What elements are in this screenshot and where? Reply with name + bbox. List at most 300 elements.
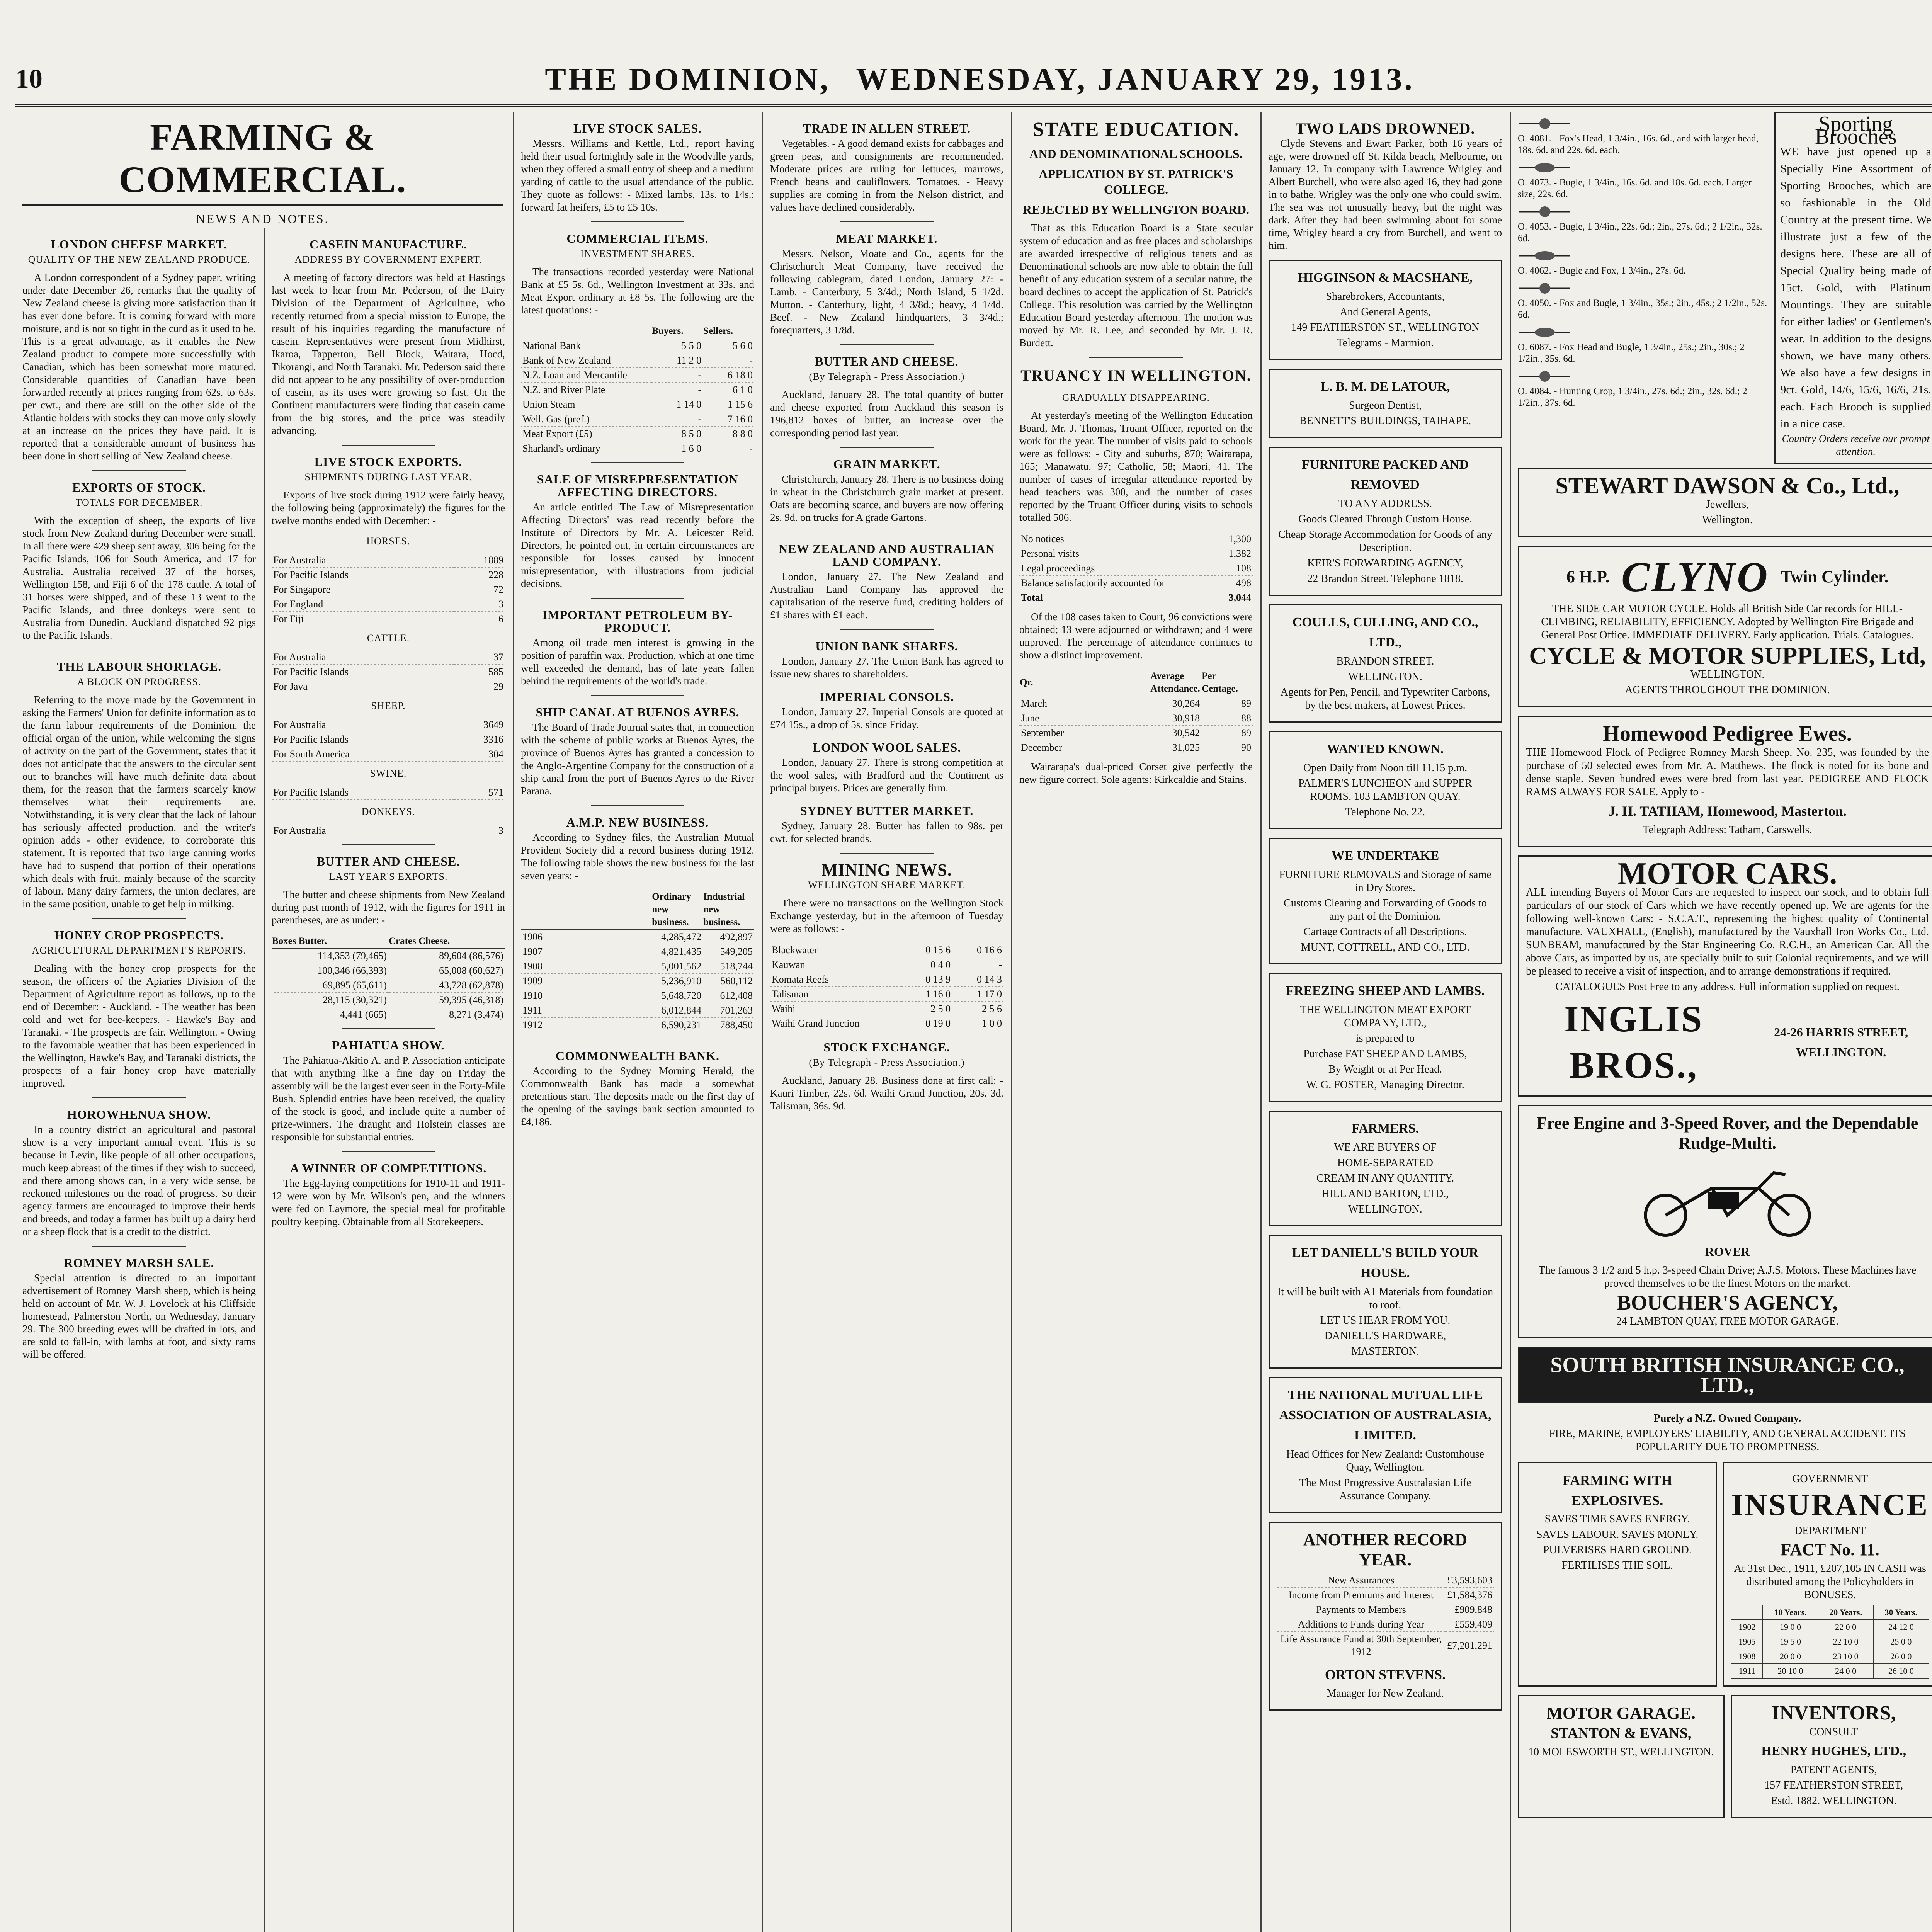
ad-line: The Most Progressive Australasian Life Assurance Company. xyxy=(1299,1477,1471,1502)
col-header: Buyers. xyxy=(651,324,703,338)
article-subhead: (By Telegraph - Press Association.) xyxy=(809,371,965,382)
table-cell: 72 xyxy=(454,582,505,597)
table-row xyxy=(1019,740,1253,755)
table-cell: 6,012,844 xyxy=(651,1003,703,1018)
divider xyxy=(342,1028,435,1029)
ad-line: 24 LAMBTON QUAY, FREE MOTOR GARAGE. xyxy=(1616,1315,1839,1327)
classified-ads xyxy=(1269,260,1502,1513)
bottom-ads-row xyxy=(1518,1695,1932,1827)
section-title: FARMING & COMMERCIAL. xyxy=(22,116,503,206)
divider xyxy=(342,1151,435,1152)
table-cell: 1 0 0 xyxy=(952,1016,1003,1031)
classified-ad xyxy=(1269,369,1502,438)
brooch-item xyxy=(1518,281,1768,321)
ad-line: Head Offices for New Zealand: Customhouse Quay, Wellington. xyxy=(1286,1448,1484,1473)
table-row xyxy=(521,441,754,456)
table-cell: 6 18 0 xyxy=(703,368,754,383)
ad-line: Manager for New Zealand. xyxy=(1327,1687,1444,1699)
table-cell: 1,300 xyxy=(1201,532,1253,546)
table-cell: For Australia xyxy=(272,650,454,665)
article-headline: HOROWHENUA SHOW. xyxy=(67,1107,211,1121)
article-body: Sydney, January 28. Butter has fallen to 98s. per cwt. for selected brands. xyxy=(770,820,1003,844)
ad-text: THE Homewood Flock of Pedigree Romney Marsh Sheep, No. 235, was founded by the purchase of 50 selected ewes from Mr. A. Matthews. The flock is noted for its bone and dense staple. Seven hundred ewes were bred from last year. PEDIGREE AND FLOCK RAMS ALWAYS FOR SALE. Apply to - xyxy=(1526,747,1929,798)
table-cell: Life Assurance Fund at 30th September, 1912 xyxy=(1277,1632,1446,1659)
article-body: London, January 27. The Union Bank has agreed to issue new shares to shareholders. xyxy=(770,655,1003,680)
explosives-ad xyxy=(1518,1462,1717,1687)
ad-line: MASTERTON. xyxy=(1351,1345,1419,1357)
donkeys-table xyxy=(272,823,505,838)
table-cell: Kauwan xyxy=(770,957,901,972)
table-cell: Waihi Grand Junction xyxy=(770,1016,901,1031)
table-cell: 11 2 0 xyxy=(651,353,703,368)
table-cell: For Australia xyxy=(272,718,454,732)
ad-title: MOTOR CARS. xyxy=(1617,857,1837,891)
issue-date: WEDNESDAY, JANUARY 29, 1913. xyxy=(856,61,1415,97)
table-row xyxy=(521,1018,754,1032)
divider xyxy=(840,344,934,345)
clyno-name: CLYNO xyxy=(1621,553,1769,600)
table-cell: 1906 xyxy=(521,929,651,944)
divider xyxy=(92,918,186,919)
insurance-row xyxy=(1518,1462,1932,1695)
table-cell: 8 8 0 xyxy=(703,427,754,441)
table-cell: 8,271 (3,474) xyxy=(388,1007,505,1022)
table-cell: 25 0 0 xyxy=(1873,1634,1929,1649)
ad-title: WE UNDERTAKE xyxy=(1331,849,1439,863)
classified-ad xyxy=(1269,447,1502,596)
ad-title: FURNITURE PACKED AND REMOVED xyxy=(1302,457,1469,492)
divider xyxy=(92,470,186,471)
table-cell: 4,285,472 xyxy=(651,929,703,944)
table-cell: 1907 xyxy=(521,944,651,959)
table-cell: 3 xyxy=(454,823,505,838)
article-body: That as this Education Board is a State secular system of education and as free places and scholarships are awarded irrespective of religious tenets and as Denominational schools are now able to obtain the full benefit of any education system of a secular nature, the board declines to accept the application of St. Patrick's College. This resolution was carried by the Wellington Education Board yesterday afternoon. The motion was moved by Mr. R. Lee, and seconded by Mr. J. R. Burdett. xyxy=(1019,222,1253,349)
ad-title: ANOTHER RECORD YEAR. xyxy=(1303,1530,1468,1569)
ad-line: It will be built with A1 Materials from foundation to roof. xyxy=(1277,1286,1493,1311)
article-headline: A WINNER OF COMPETITIONS. xyxy=(290,1161,487,1175)
article-headline: IMPORTANT PETROLEUM BY-PRODUCT. xyxy=(542,608,733,634)
ad-text: ALL intending Buyers of Motor Cars are requested to inspect our stock, and to obtain full particulars of our stock of Cars which we have recently opened up. We are agents for the following well-known Cars: - S.C.A.T., representing the highest quality of Continental manufacture. VAUXHALL, (English), manufactured by the Vauxhall Iron Works Co., Ltd. SUNBEAM, manufactured by the Star Engineering Co. R.C.H., an American Car. All the above Cars, as imported by us, are specially built to suit Colonial requirements, and we will be pleased to receive a visit of inspection, and to arrange demonstrations if required. xyxy=(1526,886,1929,977)
south-british-insurance-info xyxy=(1518,1412,1932,1454)
table-row xyxy=(521,397,754,412)
divider xyxy=(840,221,934,222)
col-header: Qr. xyxy=(1019,669,1150,696)
table-cell: 4,441 (665) xyxy=(272,1007,388,1022)
table-row xyxy=(272,553,505,568)
table-cell: 560,112 xyxy=(703,974,754,988)
article-headline: NEW ZEALAND AND AUSTRALIAN LAND COMPANY. xyxy=(779,542,995,568)
ad-title: MOTOR GARAGE. xyxy=(1546,1704,1696,1723)
divider xyxy=(1089,357,1183,358)
table-row xyxy=(1731,1649,1929,1664)
divider xyxy=(591,462,684,463)
table-cell: 6,590,231 xyxy=(651,1018,703,1032)
divider xyxy=(342,445,435,446)
ad-line: BENNETT'S BUILDINGS, TAIHAPE. xyxy=(1299,415,1471,427)
col-header: Industrial new business. xyxy=(703,890,754,929)
table-cell: 585 xyxy=(454,665,505,679)
article-headline: COMMONWEALTH BANK. xyxy=(556,1049,719,1063)
table-heading: SWINE. xyxy=(370,768,407,779)
table-row xyxy=(272,747,505,762)
ad-title: Free Engine and 3-Speed Rover, and the Dependable Rudge-Multi. xyxy=(1536,1114,1918,1153)
brooch-caption: O. 4081. - Fox's Head, 1 3/4in., 16s. 6d., and with larger head, 18s. 6d. and 22s. 6d. each. xyxy=(1518,133,1759,155)
divider xyxy=(591,805,684,806)
table-cell: 3649 xyxy=(454,718,505,732)
article-headline: UNION BANK SHARES. xyxy=(815,639,958,653)
rover-ad xyxy=(1518,1105,1932,1338)
ad-line: W. G. FOSTER, Managing Director. xyxy=(1306,1079,1464,1091)
article-body: Messrs. Williams and Kettle, Ltd., report having held their usual fortnightly sale in the Woodville yards, when they offered a small entry of sheep and a medium yarding of cattle to the usual attendance of the public. They quote as follows: - Mixed lambs, 13s. to 14s.; forward fat heifers, £5 to £5 10s. xyxy=(521,138,754,213)
table-heading: SHEEP. xyxy=(371,700,406,711)
brooch-icon xyxy=(1518,204,1768,219)
table-cell: 1908 xyxy=(1731,1649,1763,1664)
table-row xyxy=(521,427,754,441)
ad-line: MUNT, COTTRELL, AND CO., LTD. xyxy=(1301,941,1470,953)
masthead xyxy=(15,54,1932,107)
table-cell: 5,648,720 xyxy=(651,988,703,1003)
table-cell: Komata Reefs xyxy=(770,972,901,987)
table-row xyxy=(1277,1602,1494,1617)
article-body: Exports of live stock during 1912 were fairly heavy, the following being (approximately) the figures for the twelve months ended with December: - xyxy=(272,489,505,526)
article-subhead: AND DENOMINATIONAL SCHOOLS. xyxy=(1029,147,1243,161)
article-body: Christchurch, January 28. There is no business doing in wheat in the Christchurch grain market at present. Oats are becoming scarce, and buyers are now offering 2s. 9d. on trucks for A grade Gartons. xyxy=(770,473,1003,523)
amp-table xyxy=(521,890,754,1032)
butter-cheese-table xyxy=(272,934,505,1022)
inglis-name: INGLIS BROS., xyxy=(1564,998,1704,1086)
table-row xyxy=(521,944,754,959)
brooch-icon xyxy=(1518,160,1768,175)
article-headline: TRUANCY IN WELLINGTON. xyxy=(1020,367,1252,384)
column-4 xyxy=(763,112,1010,1932)
article-body: Vegetables. - A good demand exists for cabbages and green peas, and consignments are recommended. Moderate prices are ruling for lettuces, marrows, French beans and cauliflowers. Tomatoes. - Heavy supplies are coming in from the Nelson district, and values have declined considerably. xyxy=(770,138,1003,213)
ad-title: FARMERS. xyxy=(1351,1121,1419,1136)
ad-line: DANIELL'S HARDWARE, xyxy=(1324,1330,1446,1342)
ad-line: TO ANY ADDRESS. xyxy=(1338,498,1432,510)
table-cell: March xyxy=(1019,696,1150,711)
table-row xyxy=(1019,561,1253,576)
ad-line: Cheap Storage Accommodation for Goods of any Description. xyxy=(1278,529,1492,554)
table-cell: £559,409 xyxy=(1446,1617,1494,1632)
ad-line: WELLINGTON. xyxy=(1690,668,1765,680)
table-row xyxy=(272,732,505,747)
article-headline: TRADE IN ALLEN STREET. xyxy=(803,121,971,135)
ad-line: Telegraph Address: Tatham, Carswells. xyxy=(1643,824,1812,836)
article-subhead: TOTALS FOR DECEMBER. xyxy=(75,497,203,508)
ad-line: BRANDON STREET. xyxy=(1336,655,1434,667)
ad-line: PALMER'S LUNCHEON and SUPPER ROOMS, 103 LAMBTON QUAY. xyxy=(1298,777,1472,803)
table-row xyxy=(272,612,505,626)
table-cell: 22 10 0 xyxy=(1818,1634,1873,1649)
table-cell: Personal visits xyxy=(1019,546,1201,561)
brooch-item xyxy=(1518,116,1768,156)
classified-ad xyxy=(1269,1235,1502,1369)
table-cell: 8 5 0 xyxy=(651,427,703,441)
article-body: At yesterday's meeting of the Wellington Education Board, Mr. J. Thomas, Truant Officer, reported on the work for the year. The number of visits paid to schools were as follows: - City and suburbs, 870; Wairarapa, 165; Manawatu, 97; Catholic, 58; Maori, 41. The number of cases of irregular attendance reported by head teachers was 300, and the number of cases reported by the Truant Officer during visits to schools totalled 506. xyxy=(1019,410,1253,523)
table-cell: 6 1 0 xyxy=(703,383,754,397)
table-cell: 1 16 0 xyxy=(901,987,952,1002)
rover-label: ROVER xyxy=(1705,1245,1750,1259)
brooch-caption: O. 4073. - Bugle, 1 3/4in., 16s. 6d. and 18s. 6d. each. Larger size, 22s. 6d. xyxy=(1518,177,1752,199)
table-cell: 29 xyxy=(454,679,505,694)
ad-line: HOME-SEPARATED xyxy=(1337,1157,1433,1169)
table-cell: Balance satisfactorily accounted for xyxy=(1019,576,1201,590)
ad-line: WELLINGTON. xyxy=(1348,1203,1422,1215)
article-body: According to Sydney files, the Australian Mutual Provident Society did a record business during 1912. The following table shows the new business for the last seven years: - xyxy=(521,832,754,881)
table-row xyxy=(521,1003,754,1018)
table-cell: 3,044 xyxy=(1201,590,1253,605)
article-body: There were no transactions on the Wellington Stock Exchange yesterday, but in the afternoon of Tuesday were as follows: - xyxy=(770,897,1003,934)
table-cell: For Pacific Islands xyxy=(272,568,454,582)
table-cell: For Singapore xyxy=(272,582,454,597)
ad-line: CONSULT xyxy=(1809,1726,1859,1738)
table-cell: 228 xyxy=(454,568,505,582)
table-cell: New Assurances xyxy=(1277,1573,1446,1588)
article-body: London, January 27. The New Zealand and Australian Land Company has approved the capitalisation of the reserve fund, crediting holders of £1 shares with £1 each. xyxy=(770,571,1003,621)
classified-ad xyxy=(1269,973,1502,1102)
ad-line: CREAM IN ANY QUANTITY. xyxy=(1316,1172,1454,1184)
table-cell: 89 xyxy=(1201,726,1253,740)
table-cell: 65,008 (60,627) xyxy=(388,963,505,978)
article-headline: MEAT MARKET. xyxy=(836,231,938,245)
divider xyxy=(342,844,435,845)
table-cell: 24 0 0 xyxy=(1818,1664,1873,1679)
article-subhead: APPLICATION BY ST. PATRICK'S COLLEGE. xyxy=(1039,167,1233,196)
ad-signature: ORTON STEVENS. xyxy=(1325,1667,1446,1682)
page-number: 10 xyxy=(15,64,43,94)
ad-line: THE WELLINGTON MEAT EXPORT COMPANY, LTD., xyxy=(1299,1004,1471,1029)
classified-ad xyxy=(1269,604,1502,723)
ad-title: BOUCHER'S AGENCY, xyxy=(1617,1291,1838,1314)
table-cell: 1908 xyxy=(521,959,651,974)
ad-text: THE SIDE CAR MOTOR CYCLE. Holds all British Side Car records for HILL-CLIMBING, RELIABILITY, EFFICIENCY. Adopted by Wellington Fire Brigade and General Post Office. IMMEDIATE DELIVERY. Early application. Trials. Catalogues. xyxy=(1541,603,1914,641)
table-cell: 1 14 0 xyxy=(651,397,703,412)
table-cell: For South America xyxy=(272,747,454,762)
table-row xyxy=(770,1002,1003,1016)
ad-title: FACT No. 11. xyxy=(1781,1540,1879,1559)
table-cell: 1911 xyxy=(521,1003,651,1018)
table-cell: 26 0 0 xyxy=(1873,1649,1929,1664)
table-cell: 5,001,562 xyxy=(651,959,703,974)
article-body: Messrs. Nelson, Moate and Co., agents for the Christchurch Meat Company, have received the following cablegram, dated London, January 27: - Lamb. - Canterbury, 5 3/4d.; North Island, 5 1/2d. Mutton. - Canterbury, light, 4 3/8d.; heavy, 4 1/4d. Beef. - New Zealand hindquarters, 3 3/4d.; forequarters, 3 1/8d. xyxy=(770,248,1003,336)
col-header: 30 Years. xyxy=(1873,1605,1929,1620)
article-headline: HONEY CROP PROSPECTS. xyxy=(54,928,224,942)
table-cell: 2 5 0 xyxy=(901,1002,952,1016)
table-row xyxy=(770,972,1003,987)
table-heading: HORSES. xyxy=(366,536,410,547)
ad-title: HENRY HUGHES, LTD., xyxy=(1761,1744,1906,1758)
table-row xyxy=(1019,532,1253,546)
article-body: The butter and cheese shipments from New Zealand during past month of 1912, with the figures for 1911 in parentheses, are as under: - xyxy=(272,889,505,926)
ad-line: FERTILISES THE SOIL. xyxy=(1561,1560,1673,1571)
ad-text: CATALOGUES Post Free to any address. Full information supplied on request. xyxy=(1555,981,1900,993)
table-cell: 30,542 xyxy=(1150,726,1201,740)
table-cell: 0 4 0 xyxy=(901,957,952,972)
col-header: Crates Cheese. xyxy=(388,934,505,948)
article-body: Among oil trade men interest is growing in the position of paraffin wax. Production, which at one time well exceeded the demand, has of late years fallen behind the requirements of the world's trade. xyxy=(521,637,754,687)
table-cell: 1 15 6 xyxy=(703,397,754,412)
ad-line: Estd. 1882. WELLINGTON. xyxy=(1771,1795,1897,1807)
cattle-table xyxy=(272,650,505,694)
table-cell: £3,593,603 xyxy=(1446,1573,1494,1588)
table-cell: For Pacific Islands xyxy=(272,665,454,679)
motorcycle-icon xyxy=(1526,1153,1929,1238)
table-row xyxy=(272,679,505,694)
table-row xyxy=(272,978,505,993)
article-body: Auckland, January 28. The total quantity of butter and cheese exported from Auckland this season is 196,812 boxes of butter, an increase over the corresponding period last year. xyxy=(770,389,1003,439)
table-row xyxy=(521,383,754,397)
brooch-icon xyxy=(1518,325,1768,340)
col-header: 20 Years. xyxy=(1818,1605,1873,1620)
ad-line: HILL AND BARTON, LTD., xyxy=(1321,1188,1449,1200)
table-row xyxy=(521,988,754,1003)
table-row xyxy=(521,974,754,988)
ad-line: Telephone No. 22. xyxy=(1345,806,1425,818)
table-cell: Income from Premiums and Interest xyxy=(1277,1588,1446,1602)
table-cell: 4,821,435 xyxy=(651,944,703,959)
ad-text: WE have just opened up a Specially Fine Assortment of Sporting Brooches, which are so fashionable in the Old Country at the present time. We illustrate just a few of the designs here. These are all of Special Quality being made of 15ct. Gold, with Platinum Mountings. They are suitable for either ladies' or Gentlemen's wear. In addition to the designs shown, we have many others. We also have a few designs in 9ct. Gold, 14/6, 15/6, 16/6, 21s. each. Each Brooch is supplied in a nice case. xyxy=(1780,145,1931,430)
ad-line: Goods Cleared Through Custom House. xyxy=(1298,513,1472,525)
table-cell: 3316 xyxy=(454,732,505,747)
table-cell: 1,382 xyxy=(1201,546,1253,561)
brooch-caption: O. 4084. - Hunting Crop, 1 3/4in., 27s. 6d.; 2in., 32s. 6d.; 2 1/2in., 37s. 6d. xyxy=(1518,386,1747,408)
table-cell: 26 10 0 xyxy=(1873,1664,1929,1679)
ad-line: Agents for Pen, Pencil, and Typewriter Carbons, by the best makers, at Lowest Prices. xyxy=(1280,686,1490,711)
table-cell: For Pacific Islands xyxy=(272,785,454,800)
article-subhead: ADDRESS BY GOVERNMENT EXPERT. xyxy=(294,254,482,265)
brooch-icon xyxy=(1518,281,1768,296)
section-subtitle: NEWS AND NOTES. xyxy=(196,212,330,226)
table-cell: £7,201,291 xyxy=(1446,1632,1494,1659)
ad-title: FREEZING SHEEP AND LAMBS. xyxy=(1286,984,1485,998)
ad-text: FIRE, MARINE, EMPLOYERS' LIABILITY, AND GENERAL ACCIDENT. ITS POPULARITY DUE TO PROMPTNESS. xyxy=(1549,1428,1906,1453)
article-body: Wairarapa's dual-priced Corset give perfectly the new figure correct. Sole agents: Kirkcaldie and Stains. xyxy=(1019,761,1253,785)
table-cell: 28,115 (30,321) xyxy=(272,993,388,1007)
attendance-table xyxy=(1019,669,1253,755)
brooch-item xyxy=(1518,248,1768,277)
table-cell: 5 6 0 xyxy=(703,338,754,353)
ad-line: Jewellers, xyxy=(1706,498,1749,510)
table-cell: 59,395 (46,318) xyxy=(388,993,505,1007)
ad-title: INSURANCE xyxy=(1731,1488,1929,1522)
table-cell: 549,205 xyxy=(703,944,754,959)
table-heading: CATTLE. xyxy=(367,633,410,644)
table-cell: - xyxy=(651,383,703,397)
article-headline: ROMNEY MARSH SALE. xyxy=(64,1256,214,1270)
brooch-caption: O. 4050. - Fox and Bugle, 1 3/4in., 35s.; 2in., 45s.; 2 1/2in., 52s. 6d. xyxy=(1518,298,1767,320)
ad-title: CYCLE & MOTOR SUPPLIES, Ltd, xyxy=(1529,642,1926,669)
table-cell: 2 5 6 xyxy=(952,1002,1003,1016)
ad-line: Cartage Contracts of all Descriptions. xyxy=(1303,926,1467,938)
article-headline: SHIP CANAL AT BUENOS AYRES. xyxy=(536,705,740,719)
ad-title: SOUTH BRITISH INSURANCE CO., LTD., xyxy=(1550,1353,1905,1397)
article-subhead: A BLOCK ON PROGRESS. xyxy=(77,676,201,687)
article-headline: SALE OF MISREPRESENTATION AFFECTING DIRECTORS. xyxy=(537,472,738,499)
motor-cars-ad xyxy=(1518,855,1932,1097)
ad-line: 22 Brandon Street. Telephone 1818. xyxy=(1307,573,1463,585)
ad-line: SAVES TIME SAVES ENERGY. xyxy=(1544,1513,1690,1525)
government-insurance-ad xyxy=(1723,1462,1932,1687)
table-cell: 19 5 0 xyxy=(1763,1634,1818,1649)
divider xyxy=(92,1097,186,1098)
table-heading: DONKEYS. xyxy=(361,806,415,817)
table-cell: Payments to Members xyxy=(1277,1602,1446,1617)
table-cell: 571 xyxy=(454,785,505,800)
article-headline: EXPORTS OF STOCK. xyxy=(72,480,206,494)
page-columns xyxy=(15,112,1932,1932)
shares-table xyxy=(521,324,754,456)
table-row xyxy=(521,412,754,427)
table-row xyxy=(272,582,505,597)
table-cell: 1902 xyxy=(1731,1620,1763,1634)
table-row xyxy=(521,353,754,368)
table-cell: 24 12 0 xyxy=(1873,1620,1929,1634)
table-cell: 1911 xyxy=(1731,1664,1763,1679)
col-header: Per Centage. xyxy=(1201,669,1253,696)
table-row xyxy=(1277,1588,1494,1602)
brooch-item xyxy=(1518,325,1768,365)
col-header: Ordinary new business. xyxy=(651,890,703,929)
column-7-ads xyxy=(1511,112,1932,1932)
ad-title: STEWART DAWSON & Co., Ltd., xyxy=(1555,473,1900,498)
table-cell: 37 xyxy=(454,650,505,665)
article-subhead: AGRICULTURAL DEPARTMENT'S REPORTS. xyxy=(32,945,247,956)
table-cell: Bank of New Zealand xyxy=(521,353,651,368)
brooch-item xyxy=(1518,160,1768,200)
horses-table xyxy=(272,553,505,626)
masthead-title xyxy=(93,61,1867,97)
table-cell: 108 xyxy=(1201,561,1253,576)
ad-line: KEIR'S FORWARDING AGENCY, xyxy=(1307,557,1463,569)
table-cell: For Pacific Islands xyxy=(272,732,454,747)
article-headline: BUTTER AND CHEESE. xyxy=(316,854,460,868)
divider xyxy=(591,598,684,599)
table-cell: National Bank xyxy=(521,338,651,353)
ad-line: 149 FEATHERSTON ST., WELLINGTON xyxy=(1291,321,1480,333)
article-body: According to the Sydney Morning Herald, the Commonwealth Bank has made a somewhat pretentious start. The deposits made on the first day of the opening of the savings bank section amounted to £4,186. xyxy=(521,1065,754,1128)
article-headline: THE LABOUR SHORTAGE. xyxy=(56,660,222,673)
article-subhead: SHIPMENTS DURING LAST YEAR. xyxy=(304,471,472,483)
table-cell: 114,353 (79,465) xyxy=(272,948,388,963)
table-cell: 31,025 xyxy=(1150,740,1201,755)
table-row xyxy=(1277,1573,1494,1588)
swine-table xyxy=(272,785,505,800)
table-cell: No notices xyxy=(1019,532,1201,546)
table-cell: 5 5 0 xyxy=(651,338,703,353)
ad-title: Sporting Brooches xyxy=(1815,112,1897,149)
table-row xyxy=(1277,1617,1494,1632)
table-row xyxy=(1019,711,1253,726)
column-3 xyxy=(514,112,761,1932)
clyno-hp: 6 H.P. xyxy=(1566,567,1610,586)
divider xyxy=(840,853,934,854)
article-body: Special attention is directed to an important advertisement of Romney Marsh sheep, which is being held on account of Mr. W. J. Lovelock at his Cliffside homestead, Palmerston North, on Wednesday, January 29. The 300 breeding ewes will be drafted in lots, and are sold to fall-in, with lambs at foot, and sixty rams will be offered. xyxy=(22,1272,256,1360)
table-cell: 304 xyxy=(454,747,505,762)
ad-line: Surgeon Dentist, xyxy=(1349,400,1422,412)
table-row xyxy=(770,987,1003,1002)
table-cell: 30,918 xyxy=(1150,711,1201,726)
clyno-ad xyxy=(1518,546,1932,707)
table-cell: Legal proceedings xyxy=(1019,561,1201,576)
article-headline: LIVE STOCK EXPORTS. xyxy=(314,455,463,469)
article-body: Of the 108 cases taken to Court, 96 convictions were obtained; 13 were adjourned or withdrawn; and 4 were unproved. The percentage of attendance continues to show a distinct improvement. xyxy=(1019,611,1253,661)
ad-line: PULVERISES HARD GROUND. xyxy=(1543,1544,1692,1556)
table-cell: 100,346 (66,393) xyxy=(272,963,388,978)
article-headline: STATE EDUCATION. xyxy=(1032,119,1240,141)
article-headline: CASEIN MANUFACTURE. xyxy=(310,237,467,251)
table-cell: 0 16 6 xyxy=(952,943,1003,957)
article-headline: LIVE STOCK SALES. xyxy=(573,121,702,135)
